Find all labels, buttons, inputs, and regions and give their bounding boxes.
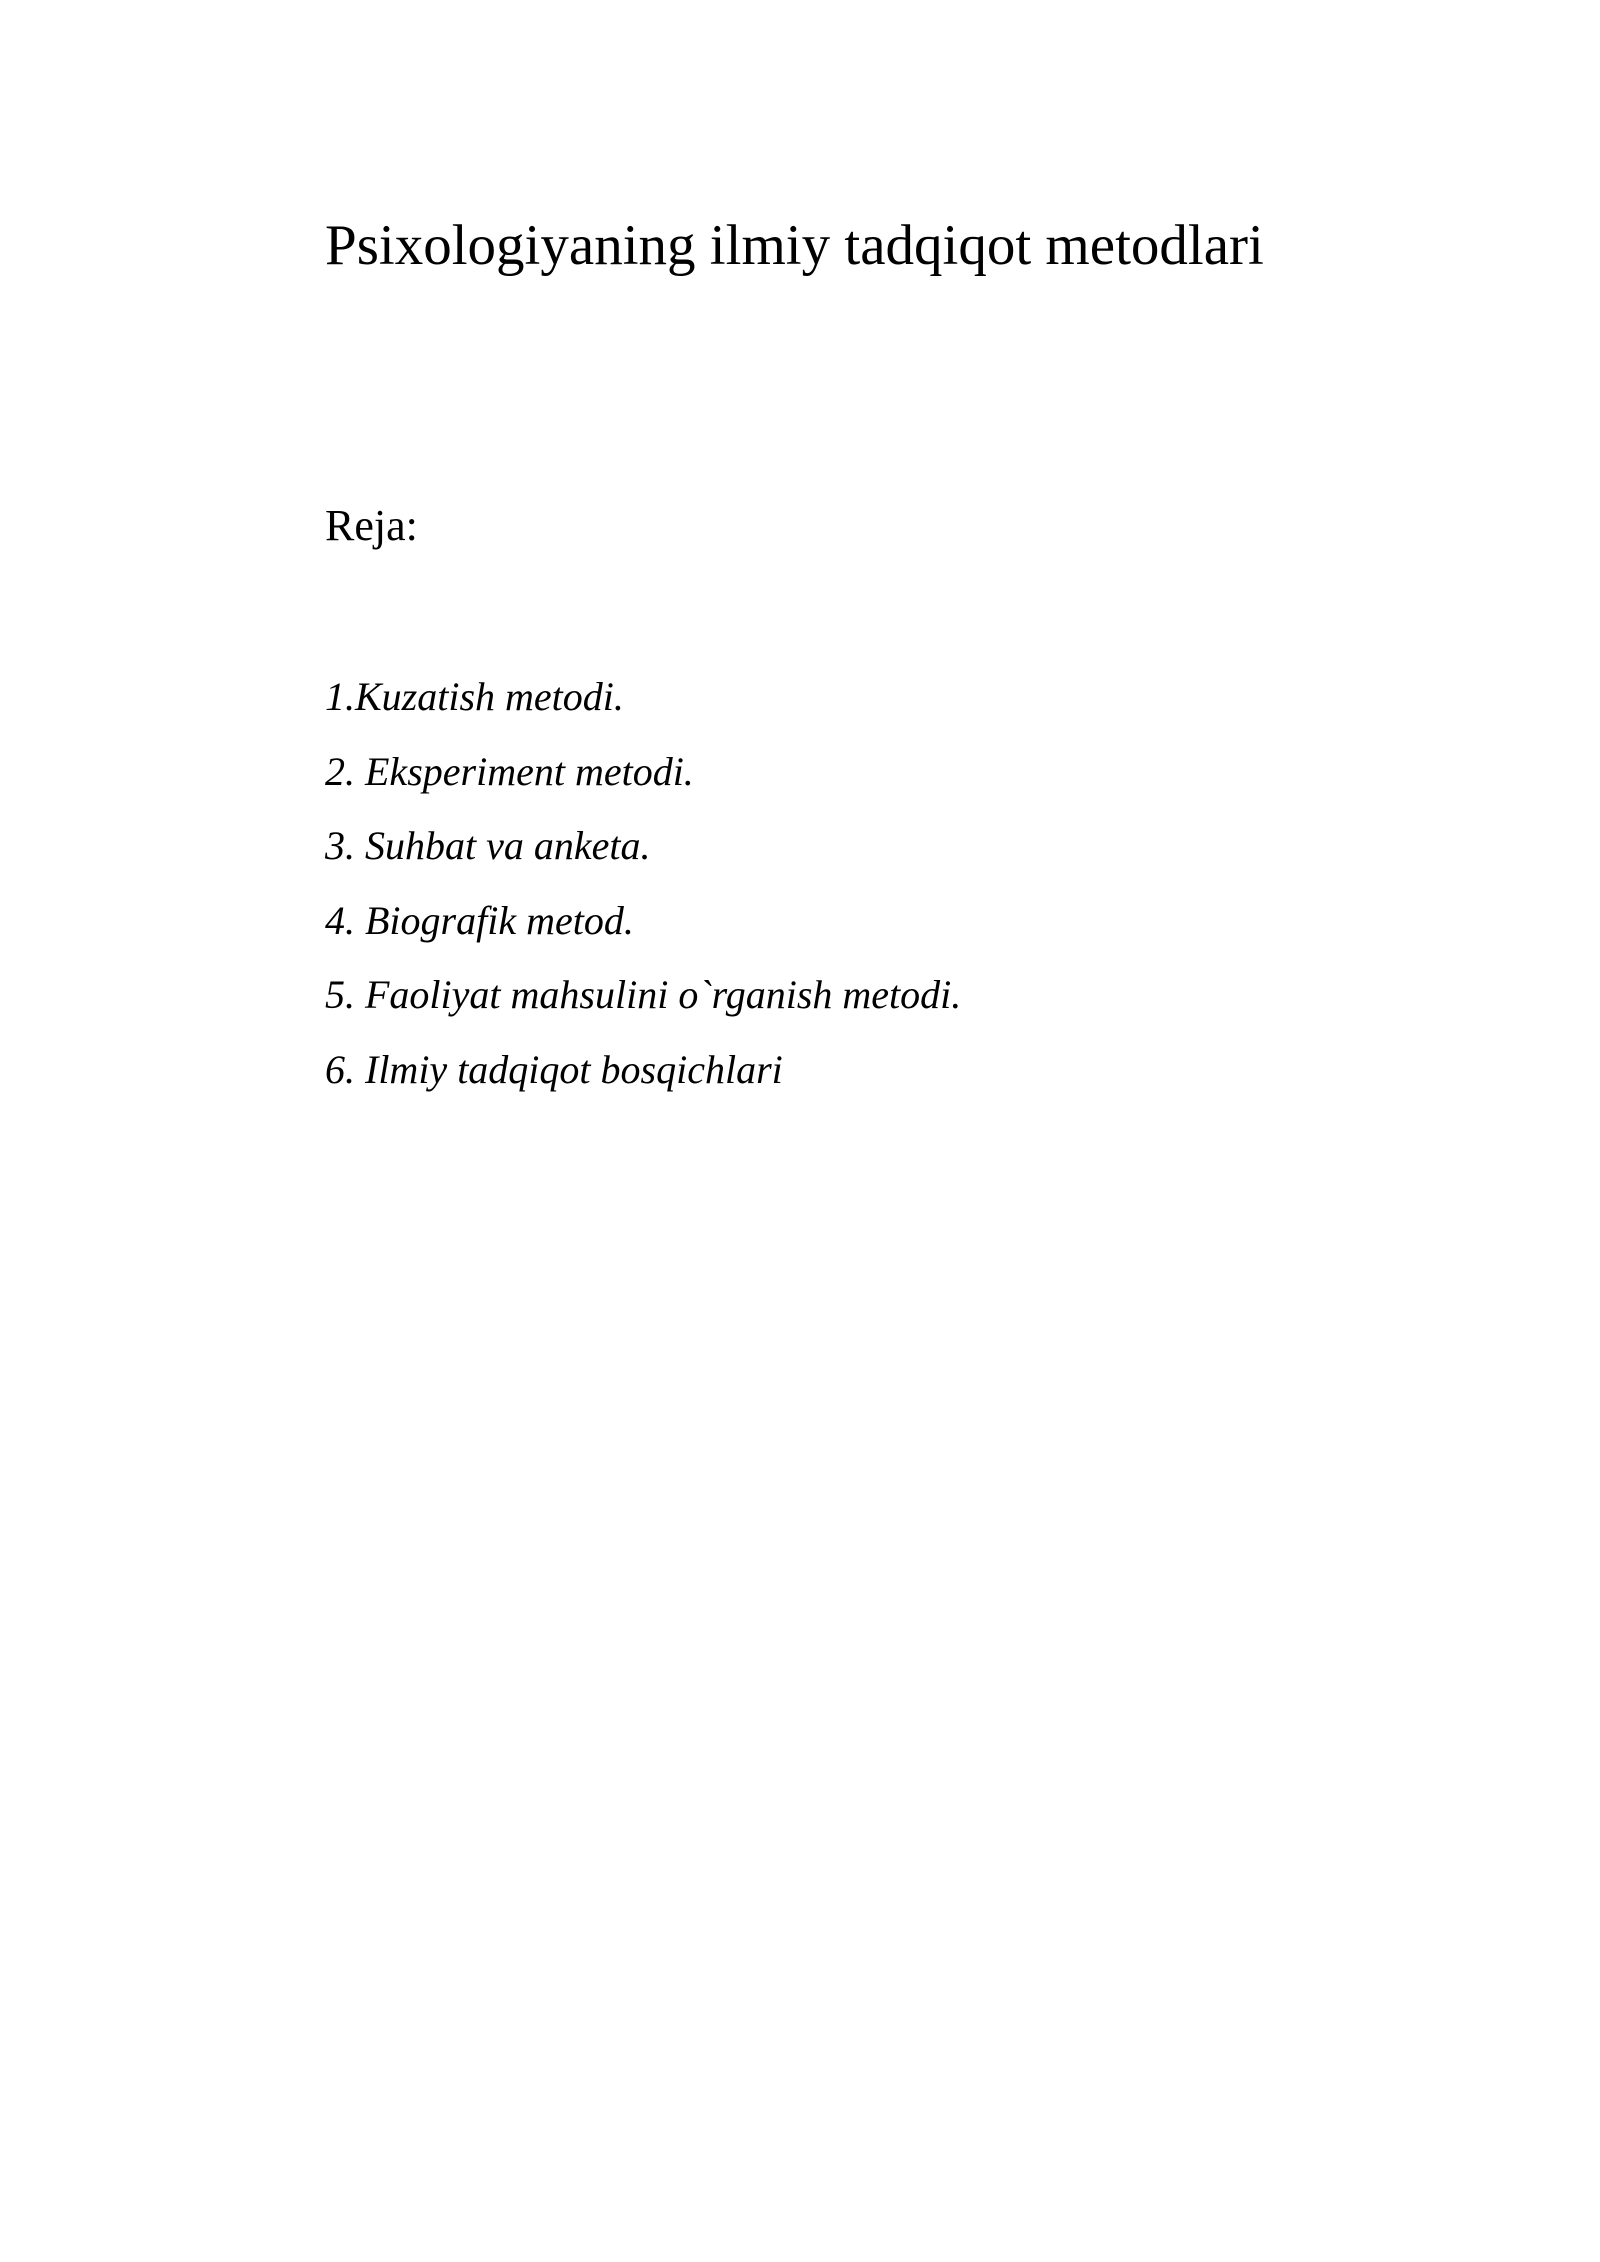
plan-list bbox=[325, 660, 961, 1107]
plan-item-experiment-method: 2. Eksperiment metodi. bbox=[325, 748, 694, 794]
document-title: Psixologiyaning ilmiy tadqiqot metodlari bbox=[325, 214, 1264, 277]
plan-item-observation-method: 1.Kuzatish metodi. bbox=[325, 674, 624, 719]
plan-item-biographical-method: 4. Biografik metod. bbox=[325, 897, 634, 943]
plan-item-activity-products-method: 5. Faoliyat mahsulini o`rganish metodi. bbox=[325, 972, 962, 1017]
plan-label: Reja: bbox=[325, 501, 418, 550]
plan-item-research-stages: 6. Ilmiy tadqiqot bosqichlari bbox=[325, 1046, 783, 1092]
plan-item-interview-questionnaire: 3. Suhbat va anketa. bbox=[325, 823, 651, 868]
